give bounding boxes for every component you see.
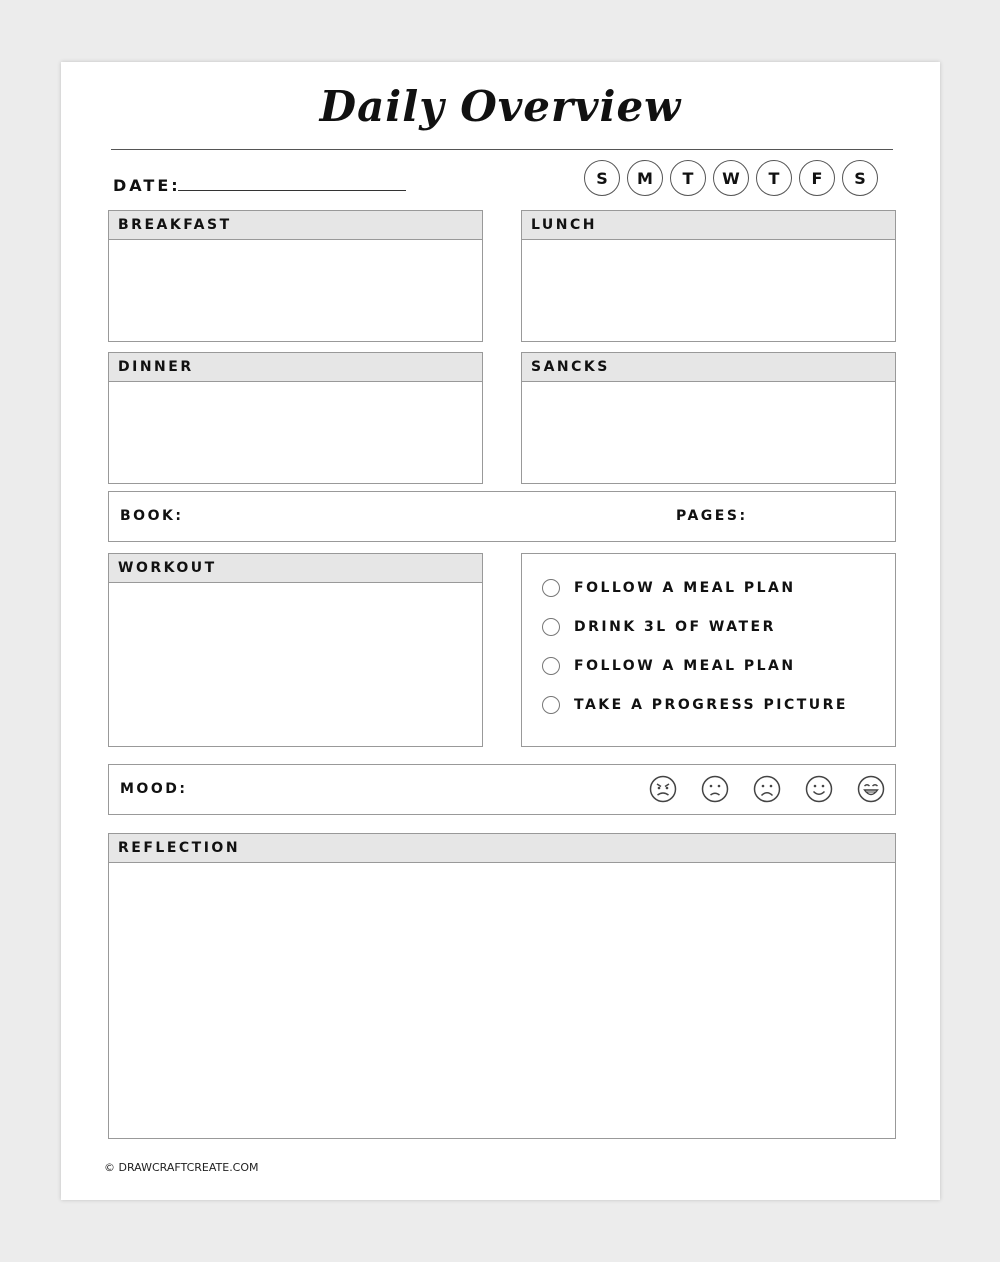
weekday-selector	[584, 160, 878, 196]
checkbox-circle-icon[interactable]	[542, 579, 560, 597]
checkbox-circle-icon[interactable]	[542, 618, 560, 636]
checkbox-circle-icon[interactable]	[542, 696, 560, 714]
date-label: DATE:	[113, 176, 181, 195]
title-divider	[111, 149, 893, 150]
mood-row	[108, 764, 896, 815]
dinner-header: DINNER	[109, 353, 482, 382]
lunch-box[interactable]	[521, 210, 896, 342]
checklist-item-label: DRINK 3L OF WATER	[574, 619, 776, 635]
pages-label: PAGES:	[676, 508, 748, 524]
day-circle-sunday[interactable]: S	[584, 160, 620, 196]
checklist-item[interactable]	[542, 579, 796, 597]
checklist-item-label: FOLLOW A MEAL PLAN	[574, 658, 796, 674]
reflection-header: REFLECTION	[109, 834, 895, 863]
checklist-item[interactable]	[542, 657, 796, 675]
checkbox-circle-icon[interactable]	[542, 657, 560, 675]
checklist-item-label: TAKE A PROGRESS PICTURE	[574, 697, 848, 713]
copyright-footer: © DRAWCRAFTCREATE.COM	[104, 1161, 259, 1174]
snacks-header: SANCKS	[522, 353, 895, 382]
planner-page	[61, 62, 940, 1200]
sad-face-icon[interactable]	[701, 775, 729, 803]
day-circle-saturday[interactable]: S	[842, 160, 878, 196]
workout-box[interactable]	[108, 553, 483, 747]
workout-header: WORKOUT	[109, 554, 482, 583]
book-label: BOOK:	[120, 508, 184, 524]
dinner-box[interactable]	[108, 352, 483, 484]
smiling-face-icon[interactable]	[805, 775, 833, 803]
day-circle-tuesday[interactable]: T	[670, 160, 706, 196]
date-input-line[interactable]	[178, 190, 406, 191]
day-circle-monday[interactable]: M	[627, 160, 663, 196]
frowning-face-icon[interactable]	[753, 775, 781, 803]
checklist-item-label: FOLLOW A MEAL PLAN	[574, 580, 796, 596]
grinning-face-icon[interactable]	[857, 775, 885, 803]
checklist-item[interactable]	[542, 618, 776, 636]
day-circle-wednesday[interactable]: W	[713, 160, 749, 196]
day-circle-friday[interactable]: F	[799, 160, 835, 196]
page-title: Daily Overview	[319, 82, 682, 131]
snacks-box[interactable]	[521, 352, 896, 484]
reflection-box[interactable]	[108, 833, 896, 1139]
mood-selector	[649, 775, 885, 803]
angry-face-icon[interactable]	[649, 775, 677, 803]
habit-checklist	[521, 553, 896, 747]
checklist-item[interactable]	[542, 696, 848, 714]
book-row[interactable]	[108, 491, 896, 542]
breakfast-header: BREAKFAST	[109, 211, 482, 240]
mood-label: MOOD:	[120, 781, 188, 797]
lunch-header: LUNCH	[522, 211, 895, 240]
day-circle-thursday[interactable]: T	[756, 160, 792, 196]
breakfast-box[interactable]	[108, 210, 483, 342]
